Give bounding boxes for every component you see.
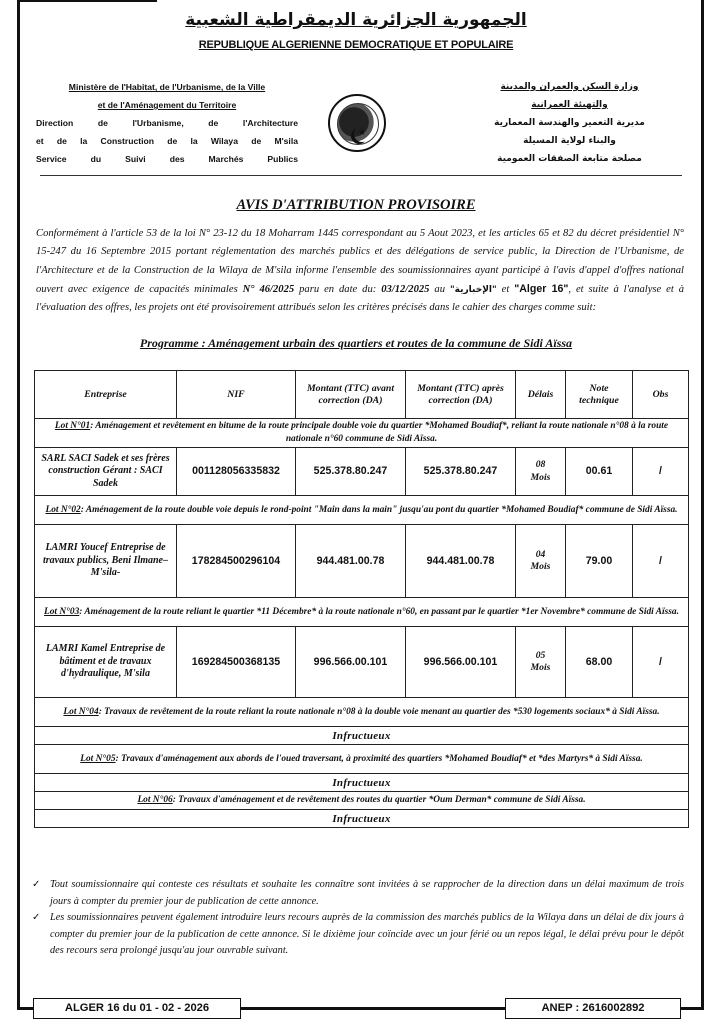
ministry-line-ar: والتهيئة العمرانية <box>531 100 608 110</box>
cell-montant-avant: 996.566.00.101 <box>296 627 406 698</box>
newspaper-name: "Alger 16" <box>514 282 569 295</box>
lot-description: : Travaux d'aménagement aux abords de l'oued traversant, à proximité des quartiers *Mohamed Boudiaf* et *des Martyrs* à Sidi Aïssa. <box>115 753 643 764</box>
cell-note: 68.00 <box>566 627 633 698</box>
cell-delai <box>516 627 566 698</box>
lot-status-row <box>35 810 689 828</box>
status-infructueux: Infructueux <box>35 727 689 745</box>
status-infructueux: Infructueux <box>35 810 689 828</box>
intro-text: paru en date du: <box>299 283 377 295</box>
publication-reference-box: ALGER 16 du 01 - 02 - 2026 <box>33 998 241 1019</box>
cell-montant-apres: 525.378.80.247 <box>406 448 516 496</box>
delai-unit: Mois <box>530 662 551 673</box>
ministry-line: Ministère de l'Habitat, de l'Urbanisme, de la Ville <box>68 82 266 92</box>
note-item <box>30 910 684 960</box>
cell-nif: 169284500368135 <box>177 627 296 698</box>
col-header-montant-avant: Montant (TTC) avant correction (DA) <box>296 371 406 419</box>
cell-entreprise: LAMRI Youcef Entreprise de travaux publics, Beni Ilmane– M'sila- <box>35 525 177 598</box>
status-infructueux: Infructueux <box>35 774 689 792</box>
lot-number: Lot N°04 <box>63 706 99 717</box>
col-header-entreprise: Entreprise <box>35 371 177 419</box>
direction-line: et de la Construction de la Wilaya de M'sila <box>36 136 298 146</box>
cell-montant-apres: 996.566.00.101 <box>406 627 516 698</box>
lot-title-row <box>35 598 689 627</box>
delai-value: 05 <box>535 649 546 661</box>
lot-description: : Aménagement de la route double voie depuis le rond-point "Main dans la main" jusqu'au pont du quartier *Mohamed Boudiaf* commune de Sidi Aïssa. <box>80 504 678 515</box>
tender-reference: N° 46/2025 <box>242 283 295 295</box>
page-frame-top <box>17 0 157 2</box>
intro-text: et <box>501 283 510 295</box>
lot-number: Lot N°05 <box>80 753 116 764</box>
check-mark-icon: ✓ <box>32 879 41 890</box>
cell-obs: / <box>633 525 689 598</box>
lot-status-row <box>35 727 689 745</box>
delai-value: 04 <box>535 548 546 560</box>
anep-reference-box: ANEP : 2616002892 <box>505 998 681 1019</box>
cell-delai <box>516 525 566 598</box>
direction-line: Direction de l'Urbanisme, de l'Architecture <box>36 118 298 128</box>
cell-note: 00.61 <box>566 448 633 496</box>
lot-number: Lot N°01 <box>54 421 91 431</box>
direction-line-ar: والبناء لولاية المسيلة <box>523 136 616 146</box>
lot-description: : Travaux d'aménagement et de revêtement des routes du quartier *Oum Derman* commune de Sidi Aïssa. <box>172 795 586 805</box>
col-header-montant-apres: Montant (TTC) après correction (DA) <box>406 371 516 419</box>
col-header-delais: Délais <box>516 371 566 419</box>
check-mark-icon: ✓ <box>32 912 41 924</box>
star-icon: ★ <box>358 127 367 137</box>
col-header-obs: Obs <box>633 371 689 419</box>
publication-date: 03/12/2025 <box>381 283 430 295</box>
republic-title-arabic: الجمهورية الجزائرية الديمقراطية الشعبية <box>185 10 527 30</box>
cell-entreprise: LAMRI Kamel Entreprise de bâtiment et de travaux d'hydraulique, M'sila <box>35 627 177 698</box>
intro-text: Conformément à l'article 53 de la loi N° 23-12 du 18 Moharram 1445 correspondant au 5 Aout 2023, et les articles 65 et 82 du décret présidentiel N° 15-247 du 16 Septembre 2015 portant réglementation des marchés publics et des délégations de service public, la Direction de l'Urbanisme, de l'Architecture et de la Construction de la Wilaya de M'sila informe l'ensemble des soumissionnaires ayant participé à l'avis d'appel d'offres national ouvert avec exigence de capacités minimales <box>36 228 684 295</box>
cell-note: 79.00 <box>566 525 633 598</box>
delai-unit: Mois <box>530 561 551 572</box>
lot-title-row <box>35 496 689 525</box>
cell-nif: 178284500296104 <box>177 525 296 598</box>
intro-paragraph <box>36 225 684 317</box>
ministry-block-arabic <box>462 78 677 168</box>
notes-list <box>30 877 684 960</box>
cell-montant-avant: 525.378.80.247 <box>296 448 406 496</box>
ministry-line-ar: وزارة السكن والعمران والمدينة <box>500 82 639 92</box>
lot-title-row <box>35 745 689 774</box>
lot-status-row <box>35 774 689 792</box>
page-frame-left <box>17 0 20 1010</box>
republic-title-french: REPUBLIQUE ALGERIENNE DEMOCRATIQUE ET POPULAIRE <box>198 39 514 51</box>
intro-text: au <box>434 283 446 295</box>
lot-title-row <box>35 698 689 727</box>
header-divider <box>40 175 682 176</box>
ministry-line: et de l'Aménagement du Territoire <box>97 100 237 110</box>
service-line: Service du Suivi des Marchés Publics <box>36 154 298 164</box>
lot-title-row <box>35 419 689 448</box>
cell-delai <box>516 448 566 496</box>
cell-entreprise: SARL SACI Sadek et ses frères construction Gérant : SACI Sadek <box>35 448 177 496</box>
lot-description: : Travaux de revêtement de la route reliant la route nationale n°08 à la double voie menant au quartier des *530 logements sociaux* à Sidi Aïssa. <box>98 706 660 717</box>
page-frame-right <box>701 0 704 1010</box>
cell-nif: 001128056335832 <box>177 448 296 496</box>
program-title: Programme : Aménagement urbain des quartiers et routes de la commune de Sidi Aïssa <box>139 336 573 350</box>
col-header-nif: NIF <box>177 371 296 419</box>
service-line-ar: مصلحة متابعة الصفقات العمومية <box>497 154 642 164</box>
lot-number: Lot N°06 <box>137 795 173 805</box>
newspaper-name: "الإخبارية" <box>449 284 497 295</box>
table-row <box>35 525 689 598</box>
attribution-table <box>34 370 689 828</box>
notice-title: AVIS D'ATTRIBUTION PROVISOIRE <box>236 197 476 213</box>
cell-montant-apres: 944.481.00.78 <box>406 525 516 598</box>
lot-number: Lot N°03 <box>44 606 80 617</box>
ministry-block-french <box>36 78 298 168</box>
table-header-row <box>35 371 689 419</box>
cell-obs: / <box>633 448 689 496</box>
lot-title-row <box>35 792 689 810</box>
table-row <box>35 448 689 496</box>
note-text: Les soumissionnaires peuvent également introduire leurs recours auprès de la commission des marchés publics de la Wilaya dans un délai de dix jours à compter du premier jour de la publication de cette annonce. Si le dixième jour coïncide avec un jour férié ou un repos légal, le délai prévu pour le dépôt des recours sera prolongé jusqu'au jour ouvrable suivant. <box>50 912 684 957</box>
lot-description: : Aménagement et revêtement en bitume de la route principale double voie du quartier *Mohamed Boudiaf*, reliant la route nationale n°08 à la route nationale n°60 commune de Sidi Aïssa. <box>90 421 669 444</box>
note-text: Tout soumissionnaire qui conteste ces résultats et souhaite les connaître sont invitées à se rapprocher de la direction dans un délai maximum de trois jours à compter du premier jour de publication de cette annonce. <box>50 879 684 907</box>
delai-unit: Mois <box>530 471 551 483</box>
cell-montant-avant: 944.481.00.78 <box>296 525 406 598</box>
direction-line-ar: مديرية التعمير والهندسة المعمارية <box>494 118 645 128</box>
national-emblem-seal-icon <box>328 94 386 152</box>
lot-description: : Aménagement de la route reliant le quartier *11 Décembre* à la route nationale n°60, en passant par le quartier *1er Novembre* commune de Sidi Aïssa. <box>79 606 679 617</box>
lot-number: Lot N°02 <box>45 504 81 515</box>
col-header-note: Note technique <box>566 371 633 419</box>
delai-value: 08 <box>535 459 546 470</box>
intro-text: , et suite à l'analyse et à l'évaluation des offres, les projets ont été provisoirement attribués selon les critères précisés dans le cahier des charges comme suit: <box>36 283 685 314</box>
note-item <box>30 877 684 910</box>
table-row <box>35 627 689 698</box>
cell-obs: / <box>633 627 689 698</box>
